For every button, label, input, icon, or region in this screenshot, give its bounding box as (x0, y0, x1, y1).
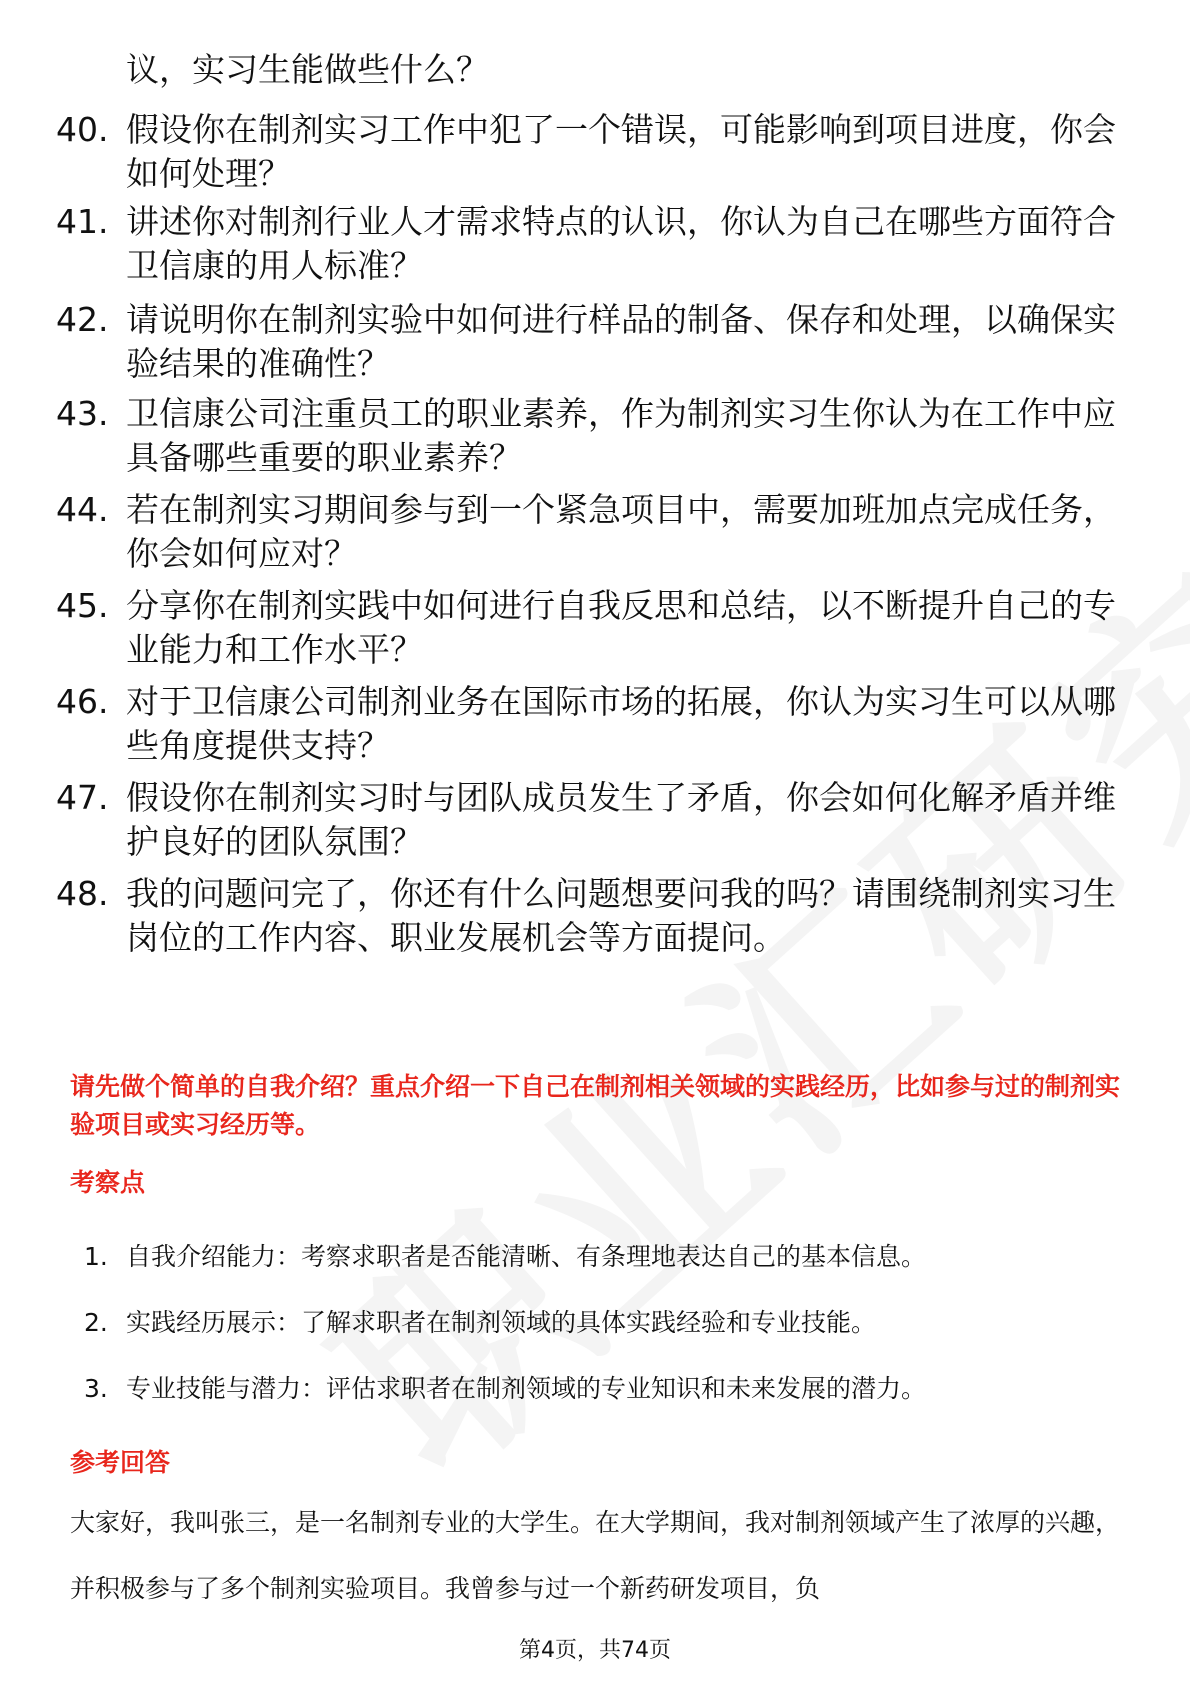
question-number: 47. (56, 778, 109, 817)
point-text: 实践经历展示：了解求职者在制剂领域的具体实践经验和专业技能。 (126, 1308, 877, 1337)
question-number: 44. (56, 490, 109, 529)
section-question: 请先做个简单的自我介绍？重点介绍一下自己在制剂相关领域的实践经历，比如参与过的制剂实验项目或实习经历等。 (70, 1072, 1121, 1139)
question-text: 请说明你在制剂实验中如何进行样品的制备、保存和处理，以确保实验结果的准确性？ (126, 300, 1116, 383)
question-text: 假设你在制剂实习工作中犯了一个错误，可能影响到项目进度，你会如何处理？ (126, 110, 1116, 193)
point-text: 自我介绍能力：考察求职者是否能清晰、有条理地表达自己的基本信息。 (126, 1242, 927, 1271)
question-number: 40. (56, 110, 109, 149)
question-number: 45. (56, 586, 109, 625)
question-text: 我的问题问完了，你还有什么问题想要问我的吗？请围绕制剂实习生岗位的工作内容、职业发展机会等方面提问。 (126, 874, 1116, 957)
page-footer: 第4页，共74页 (519, 1638, 671, 1663)
question-number: 41. (56, 202, 109, 241)
question-number: 43. (56, 394, 109, 433)
points-title: 考察点 (70, 1168, 146, 1197)
question-text: 假设你在制剂实习时与团队成员发生了矛盾，你会如何化解矛盾并维护良好的团队氛围？ (126, 778, 1116, 861)
point-number: 1. (84, 1242, 108, 1271)
question-text: 讲述你对制剂行业人才需求特点的认识，你认为自己在哪些方面符合卫信康的用人标准？ (126, 202, 1116, 285)
point-text: 专业技能与潜力：评估求职者在制剂领域的专业知识和未来发展的潜力。 (126, 1374, 927, 1403)
answer-text: 大家好，我叫张三，是一名制剂专业的大学生。在大学期间，我对制剂领域产生了浓厚的兴趣，并积极参与了多个制剂实验项目。我曾参与过一个新药研发项目，负 (70, 1508, 1121, 1603)
point-number: 2. (84, 1308, 108, 1337)
question-number: 48. (56, 874, 109, 913)
point-number: 3. (84, 1374, 108, 1403)
answer-title: 参考回答 (70, 1448, 171, 1477)
question-number: 46. (56, 682, 109, 721)
question-number: 42. (56, 300, 109, 339)
question-text: 对于卫信康公司制剂业务在国际市场的拓展，你认为实习生可以从哪些角度提供支持？ (126, 682, 1116, 765)
question-text: 分享你在制剂实践中如何进行自我反思和总结，以不断提升自己的专业能力和工作水平？ (126, 586, 1116, 669)
question-text: 卫信康公司注重员工的职业素养，作为制剂实习生你认为在工作中应具备哪些重要的职业素养？ (126, 394, 1116, 477)
question-text: 若在制剂实习期间参与到一个紧急项目中，需要加班加点完成任务，你会如何应对？ (126, 490, 1116, 573)
question-continuation: 议，实习生能做些什么？ (126, 50, 489, 89)
